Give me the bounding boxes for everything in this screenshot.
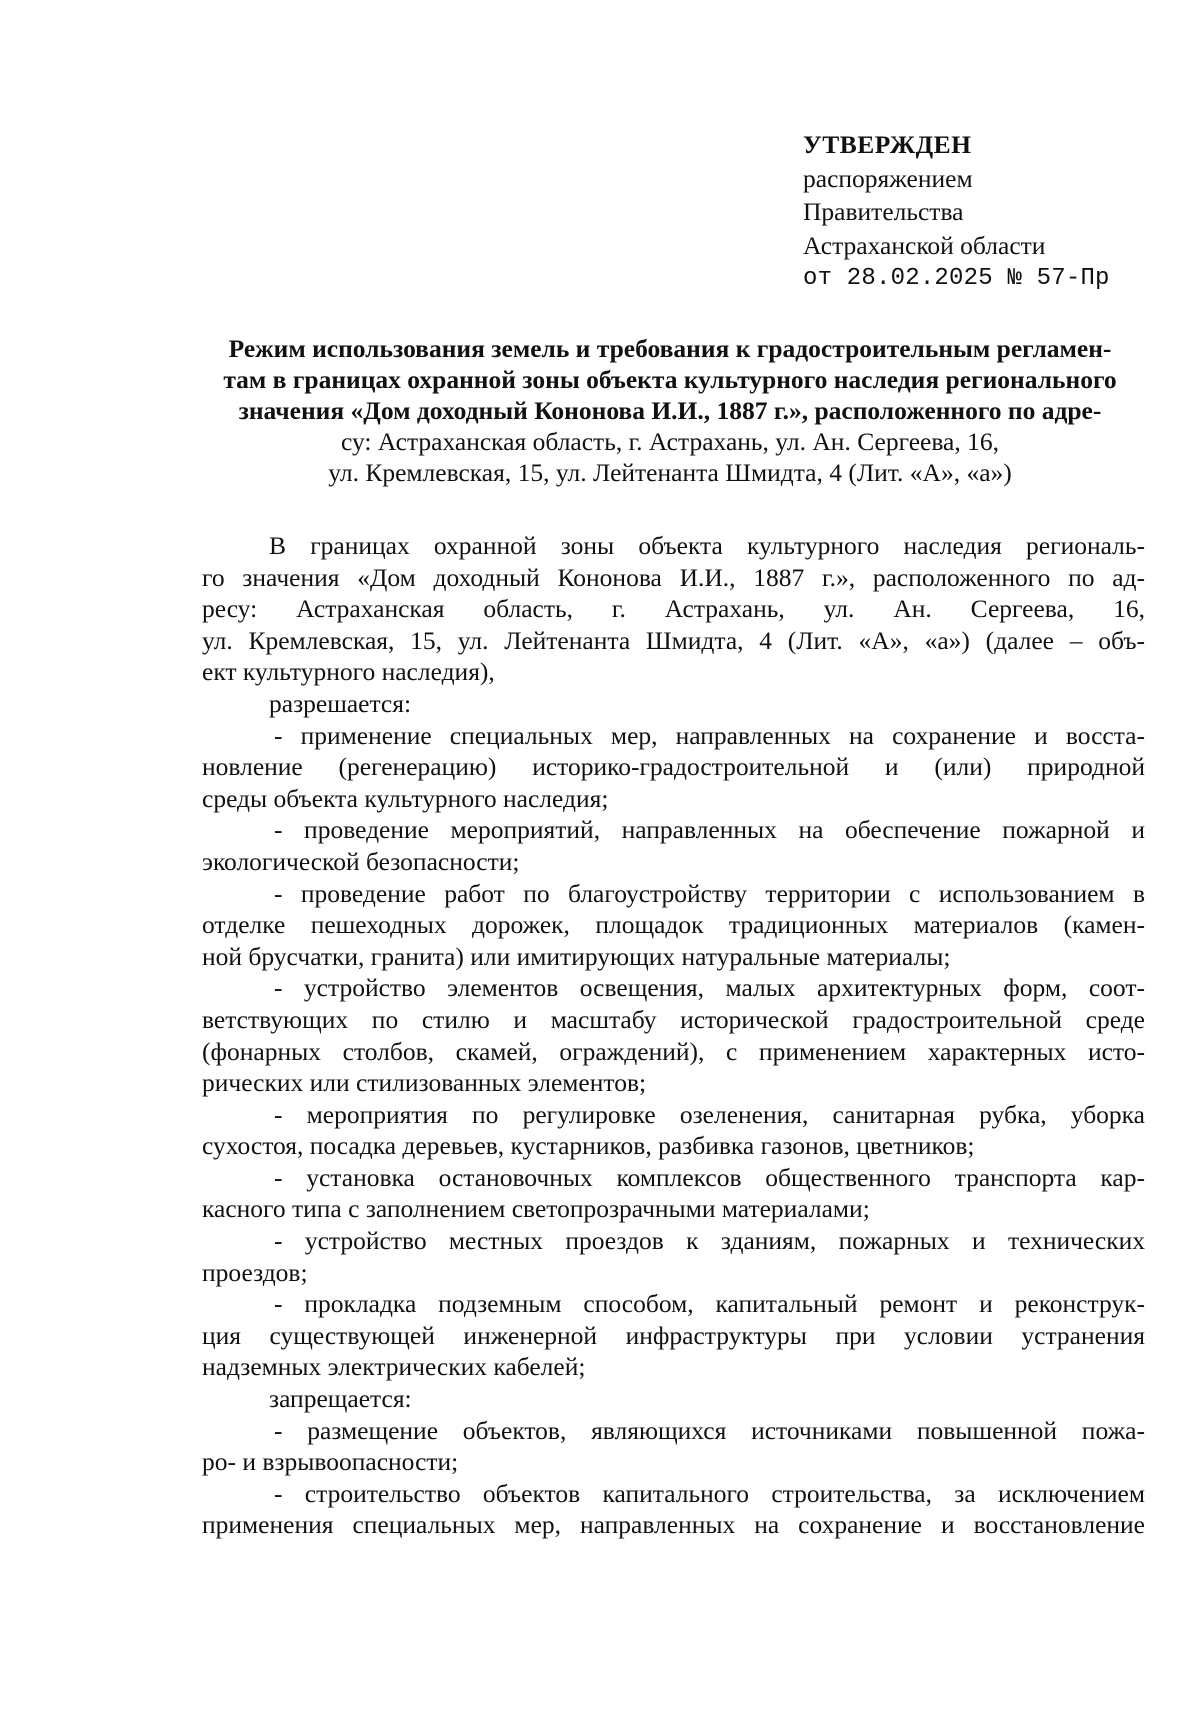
approval-line-1: распоряжением: [803, 163, 973, 193]
body-line: - проведение мероприятий, направленных на обеспечение пожарной и: [274, 815, 1145, 845]
title-line: значения «Дом доходный Кононова И.И., 1887 г.», расположенного по адре-: [238, 396, 1102, 425]
body-line: экологической безопасности;: [202, 846, 520, 876]
body-line: сухостоя, посадка деревьев, кустарников, разбивка газонов, цветников;: [202, 1131, 975, 1161]
body-line: надземных электрических кабелей;: [202, 1352, 586, 1382]
body-line: касного типа с заполнением светопрозрачными материалами;: [202, 1194, 870, 1224]
body-line: - устройство элементов освещения, малых архитектурных форм, соот-: [274, 973, 1145, 1003]
title-line: су: Астраханская область, г. Астрахань, ул. Ан. Сергеева, 16,: [341, 427, 999, 456]
document-body: [202, 530, 1145, 1541]
body-line: - мероприятия по регулировке озеленения, санитарная рубка, уборка: [274, 1099, 1145, 1129]
approval-title: УТВЕРЖДЕН: [803, 130, 972, 159]
body-line: ул. Кремлевская, 15, ул. Лейтенанта Шмидта, 4 (Лит. «А», «а») (далее – объ-: [202, 625, 1145, 655]
body-line: среды объекта культурного наследия;: [202, 783, 609, 813]
approval-date: от 28.02.2025 № 57-Пр: [803, 265, 1110, 292]
approval-line-2: Правительства: [803, 197, 964, 226]
body-line: рических или стилизованных элементов;: [202, 1068, 647, 1098]
body-line: ро- и взрывоопасности;: [202, 1447, 459, 1477]
body-line: ресу: Астраханская область, г. Астрахань, ул. Ан. Сергеева, 16,: [202, 594, 1145, 624]
approval-line-3: Астраханской области: [803, 230, 1046, 260]
title-line: там в границах охранной зоны объекта культурного наследия регионального: [223, 365, 1117, 394]
body-line: ной брусчатки, гранита) или имитирующих натуральные материалы;: [202, 941, 951, 971]
body-line: разрешается:: [269, 688, 412, 718]
body-line: - размещение объектов, являющихся источниками повышенной пожа-: [274, 1415, 1145, 1445]
body-line: запрещается:: [269, 1384, 412, 1414]
body-line: применения специальных мер, направленных на сохранение и восстановление: [202, 1510, 1145, 1540]
body-line: новление (регенерацию) историко-градостроительной и (или) природной: [202, 752, 1145, 782]
title-line: ул. Кремлевская, 15, ул. Лейтенанта Шмидта, 4 (Лит. «А», «а»): [328, 458, 1012, 487]
document-title: [198, 333, 1142, 488]
title-line: Режим использования земель и требования к градостроительным регламен-: [228, 334, 1112, 363]
body-line: - прокладка подземным способом, капитальный ремонт и реконструк-: [274, 1289, 1145, 1319]
body-line: ветствующих по стилю и масштабу исторической градостроительной среде: [202, 1004, 1145, 1034]
approval-stamp: [803, 128, 1110, 296]
body-line: - установка остановочных комплексов общественного транспорта кар-: [274, 1162, 1145, 1192]
body-line: ект культурного наследия),: [202, 657, 495, 687]
body-line: В границах охранной зоны объекта культурного наследия региональ-: [269, 531, 1145, 560]
body-line: (фонарных столбов, скамей, ограждений), с применением характерных исто-: [202, 1036, 1145, 1066]
body-line: - проведение работ по благоустройству территории с использованием в: [274, 878, 1145, 908]
body-line: отделке пешеходных дорожек, площадок традиционных материалов (камен-: [202, 910, 1145, 940]
body-line: - применение специальных мер, направленных на сохранение и восста-: [274, 720, 1145, 750]
body-line: проездов;: [202, 1257, 308, 1287]
body-line: - устройство местных проездов к зданиям, пожарных и технических: [274, 1226, 1145, 1256]
body-line: - строительство объектов капитального строительства, за исключением: [274, 1478, 1145, 1508]
body-line: ция существующей инженерной инфраструктуры при условии устранения: [202, 1320, 1145, 1350]
body-line: го значения «Дом доходный Кононова И.И., 1887 г.», расположенного по ад-: [202, 562, 1145, 592]
